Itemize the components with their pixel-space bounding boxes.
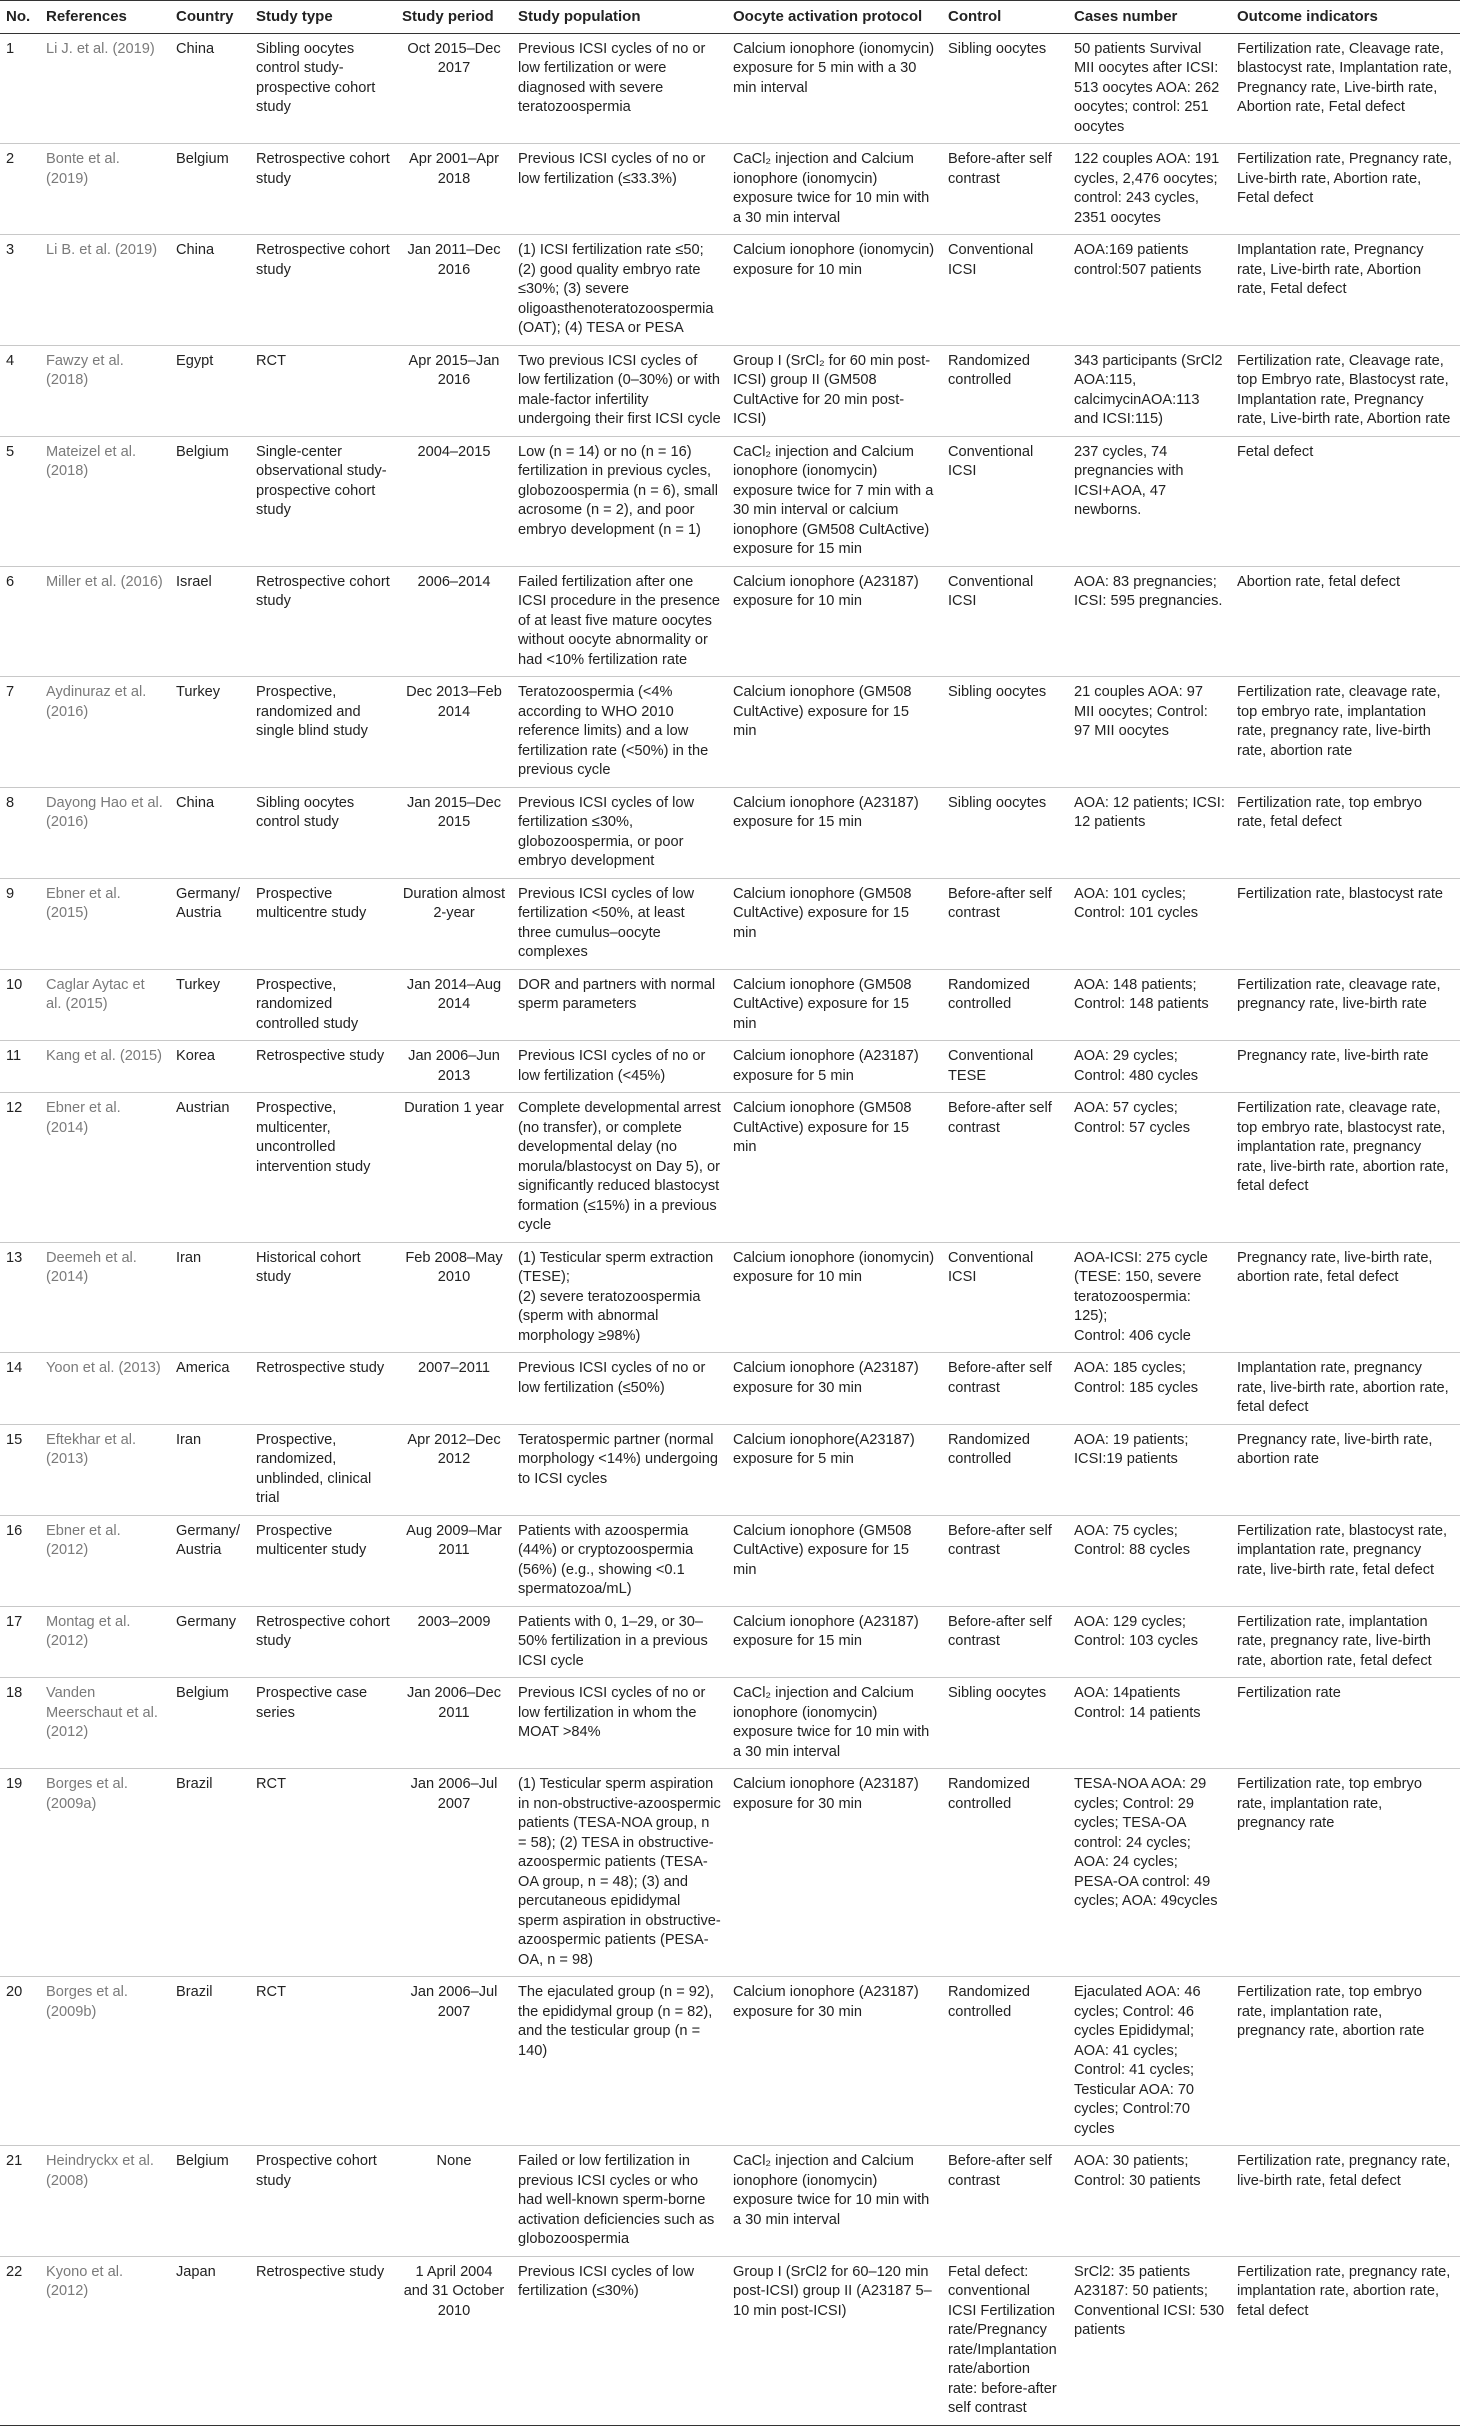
cell-study-period: 2004–2015 [396,436,512,566]
cell-activation-protocol: Calcium ionophore (A23187) exposure for 10 min [727,566,942,677]
cell-outcome-indicators: Fertilization rate, Cleavage rate, blastocyst rate, Implantation rate, Pregnancy rate, Live-birth rate, Abortion rate, Fetal defect [1231,33,1460,144]
cell-outcome-indicators: Fertilization rate, cleavage rate, pregnancy rate, live-birth rate [1231,969,1460,1041]
cell-reference: Montag et al. (2012) [40,1606,170,1678]
cell-activation-protocol: Calcium ionophore (ionomycin) exposure for 10 min [727,235,942,346]
cell-study-population: (1) ICSI fertilization rate ≤50; (2) good quality embryo rate ≤30%; (3) severe oligoasthenoteratozoospermia (OAT); (4) TESA or PESA [512,235,727,346]
cell-study-population: Previous ICSI cycles of no or low fertilization in whom the MOAT >84% [512,1678,727,1769]
cell-study-type: Retrospective study [250,1353,396,1425]
cell-outcome-indicators: Fertilization rate, cleavage rate, top embryo rate, blastocyst rate, implantation rate, pregnancy rate, live-birth rate, abortion rate, fetal defect [1231,1093,1460,1243]
cell-cases-number: AOA: 148 patients; Control: 148 patients [1068,969,1231,1041]
cell-reference: Dayong Hao et al. (2016) [40,787,170,878]
cell-country: Germany/ Austria [170,1515,250,1606]
cell-no: 22 [0,2256,40,2425]
cell-cases-number: SrCl2: 35 patients A23187: 50 patients; Conventional ICSI: 530 patients [1068,2256,1231,2425]
cell-reference: Kyono et al. (2012) [40,2256,170,2425]
cell-study-period: 2006–2014 [396,566,512,677]
cell-no: 12 [0,1093,40,1243]
cell-study-type: RCT [250,345,396,436]
cell-no: 1 [0,33,40,144]
cell-study-period: Feb 2008–May 2010 [396,1242,512,1353]
cell-country: Germany/ Austria [170,878,250,969]
cell-study-period: Oct 2015–Dec 2017 [396,33,512,144]
cell-cases-number: 21 couples AOA: 97 MII oocytes; Control: 97 MII oocytes [1068,677,1231,788]
cell-control: Sibling oocytes [942,33,1068,144]
table-row [0,1242,1460,1353]
cell-country: Japan [170,2256,250,2425]
cell-study-period: 2003–2009 [396,1606,512,1678]
cell-cases-number: 50 patients Survival MII oocytes after ICSI: 513 oocytes AOA: 262 oocytes; control: 251 oocytes [1068,33,1231,144]
cell-cases-number: AOA: 14patients Control: 14 patients [1068,1678,1231,1769]
cell-country: Brazil [170,1977,250,2146]
cell-study-population: Previous ICSI cycles of no or low fertilization (≤33.3%) [512,144,727,235]
cell-study-type: Prospective multicenter study [250,1515,396,1606]
cell-study-period: Jan 2011–Dec 2016 [396,235,512,346]
cell-outcome-indicators: Implantation rate, Pregnancy rate, Live-birth rate, Abortion rate, Fetal defect [1231,235,1460,346]
cell-study-period: Dec 2013–Feb 2014 [396,677,512,788]
cell-activation-protocol: Group I (SrCl2 for 60–120 min post-ICSI) group II (A23187 5–10 min post-ICSI) [727,2256,942,2425]
cell-reference: Li B. et al. (2019) [40,235,170,346]
cell-no: 8 [0,787,40,878]
cell-no: 18 [0,1678,40,1769]
cell-study-type: Retrospective cohort study [250,566,396,677]
cell-country: Turkey [170,969,250,1041]
cell-study-type: Prospective, multicenter, uncontrolled intervention study [250,1093,396,1243]
table-row [0,878,1460,969]
cell-study-type: Prospective cohort study [250,2146,396,2257]
cell-study-period: Jan 2015–Dec 2015 [396,787,512,878]
cell-outcome-indicators: Fertilization rate, blastocyst rate [1231,878,1460,969]
cell-activation-protocol: Calcium ionophore (GM508 CultActive) exposure for 15 min [727,969,942,1041]
cell-country: Korea [170,1041,250,1093]
cell-study-population: Previous ICSI cycles of low fertilization <50%, at least three cumulus–oocyte complexes [512,878,727,969]
header-oocyte-activation-protocol: Oocyte activation protocol [727,1,942,34]
cell-no: 20 [0,1977,40,2146]
table-row [0,33,1460,144]
table-row [0,144,1460,235]
cell-control: Before-after self contrast [942,878,1068,969]
cell-no: 4 [0,345,40,436]
cell-study-type: Retrospective cohort study [250,235,396,346]
table-row [0,787,1460,878]
table-row [0,1606,1460,1678]
cell-study-period: Jan 2006–Jul 2007 [396,1977,512,2146]
cell-study-population: Previous ICSI cycles of no or low fertilization (≤50%) [512,1353,727,1425]
table-row [0,1353,1460,1425]
cell-outcome-indicators: Fertilization rate, blastocyst rate, implantation rate, pregnancy rate, live-birth rate, fetal defect [1231,1515,1460,1606]
cell-country: Iran [170,1424,250,1515]
cell-control: Fetal defect: conventional ICSI Fertilization rate/Pregnancy rate/Implantation rate/abortion rate: before-after self contrast [942,2256,1068,2425]
cell-cases-number: AOA: 29 cycles; Control: 480 cycles [1068,1041,1231,1093]
cell-cases-number: AOA: 19 patients; ICSI:19 patients [1068,1424,1231,1515]
cell-study-period: Duration almost 2-year [396,878,512,969]
table-row [0,1678,1460,1769]
cell-cases-number: Ejaculated AOA: 46 cycles; Control: 46 cycles Epididymal; AOA: 41 cycles; Control: 41 cycles; Testicular AOA: 70 cycles; Control:70 cycles [1068,1977,1231,2146]
cell-study-type: Retrospective cohort study [250,144,396,235]
cell-study-population: Previous ICSI cycles of no or low fertilization or were diagnosed with severe teratozoospermia [512,33,727,144]
cell-reference: Caglar Aytac et al. (2015) [40,969,170,1041]
cell-no: 2 [0,144,40,235]
cell-outcome-indicators: Fertilization rate, Pregnancy rate, Live-birth rate, Abortion rate, Fetal defect [1231,144,1460,235]
cell-activation-protocol: Group I (SrCl₂ for 60 min post-ICSI) group II (GM508 CultActive for 20 min post-ICSI) [727,345,942,436]
table-row [0,1515,1460,1606]
cell-cases-number: 122 couples AOA: 191 cycles, 2,476 oocytes; control: 243 cycles, 2351 oocytes [1068,144,1231,235]
cell-country: Iran [170,1242,250,1353]
cell-control: Sibling oocytes [942,677,1068,788]
cell-cases-number: AOA: 83 pregnancies; ICSI: 595 pregnancies. [1068,566,1231,677]
header-study-period: Study period [396,1,512,34]
cell-outcome-indicators: Abortion rate, fetal defect [1231,566,1460,677]
table-row [0,677,1460,788]
cell-reference: Ebner et al. (2014) [40,1093,170,1243]
table-body [0,33,1460,2425]
cell-study-type: Prospective case series [250,1678,396,1769]
cell-no: 6 [0,566,40,677]
cell-reference: Fawzy et al. (2018) [40,345,170,436]
cell-activation-protocol: CaCl₂ injection and Calcium ionophore (ionomycin) exposure twice for 10 min with a 30 min interval [727,1678,942,1769]
cell-study-period: Apr 2001–Apr 2018 [396,144,512,235]
cell-control: Before-after self contrast [942,144,1068,235]
cell-reference: Yoon et al. (2013) [40,1353,170,1425]
cell-study-population: (1) Testicular sperm extraction (TESE); (2) severe teratozoospermia (sperm with abnormal morphology ≥98%) [512,1242,727,1353]
cell-reference: Li J. et al. (2019) [40,33,170,144]
header-control: Control [942,1,1068,34]
cell-study-type: Retrospective study [250,2256,396,2425]
cell-outcome-indicators: Fertilization rate [1231,1678,1460,1769]
cell-cases-number: 343 participants (SrCl2 AOA:115, calcimycinAOA:113 and ICSI:115) [1068,345,1231,436]
cell-country: Belgium [170,2146,250,2257]
cell-reference: Eftekhar et al. (2013) [40,1424,170,1515]
table-row [0,1424,1460,1515]
cell-activation-protocol: Calcium ionophore (A23187) exposure for 30 min [727,1977,942,2146]
cell-outcome-indicators: Fertilization rate, pregnancy rate, implantation rate, abortion rate, fetal defect [1231,2256,1460,2425]
cell-outcome-indicators: Fertilization rate, top embryo rate, implantation rate, pregnancy rate [1231,1769,1460,1977]
cell-outcome-indicators: Fertilization rate, Cleavage rate, top Embryo rate, Blastocyst rate, Implantation rate, Pregnancy rate, Live-birth rate, Abortion rate [1231,345,1460,436]
cell-country: Brazil [170,1769,250,1977]
header-row [0,1,1460,34]
cell-activation-protocol: Calcium ionophore (A23187) exposure for 30 min [727,1769,942,1977]
cell-outcome-indicators: Fetal defect [1231,436,1460,566]
cell-study-type: Prospective, randomized and single blind study [250,677,396,788]
cell-no: 7 [0,677,40,788]
cell-reference: Deemeh et al. (2014) [40,1242,170,1353]
cell-cases-number: AOA: 57 cycles; Control: 57 cycles [1068,1093,1231,1243]
cell-study-type: Retrospective study [250,1041,396,1093]
cell-study-period: Jan 2006–Dec 2011 [396,1678,512,1769]
cell-activation-protocol: Calcium ionophore (GM508 CultActive) exposure for 15 min [727,677,942,788]
header-references: References [40,1,170,34]
cell-country: Belgium [170,144,250,235]
cell-activation-protocol: CaCl₂ injection and Calcium ionophore (ionomycin) exposure twice for 10 min with a 30 min interval [727,144,942,235]
cell-study-type: Sibling oocytes control study [250,787,396,878]
cell-activation-protocol: CaCl₂ injection and Calcium ionophore (ionomycin) exposure twice for 7 min with a 30 min interval or calcium ionophore (GM508 CultActive) exposure for 15 min [727,436,942,566]
table-row [0,2256,1460,2425]
table-row [0,1769,1460,1977]
table-row [0,436,1460,566]
cell-cases-number: AOA: 30 patients; Control: 30 patients [1068,2146,1231,2257]
cell-study-population: Failed fertilization after one ICSI procedure in the presence of at least five mature oocytes without oocyte abnormality or had <10% fertilization rate [512,566,727,677]
cell-study-period: Jan 2006–Jun 2013 [396,1041,512,1093]
cell-outcome-indicators: Fertilization rate, implantation rate, pregnancy rate, live-birth rate, abortion rate, fetal defect [1231,1606,1460,1678]
cell-control: Randomized controlled [942,1977,1068,2146]
cell-control: Before-after self contrast [942,1093,1068,1243]
cell-country: Israel [170,566,250,677]
cell-activation-protocol: Calcium ionophore(A23187) exposure for 5 min [727,1424,942,1515]
cell-study-type: RCT [250,1977,396,2146]
cell-study-population: DOR and partners with normal sperm parameters [512,969,727,1041]
cell-reference: Miller et al. (2016) [40,566,170,677]
cell-outcome-indicators: Pregnancy rate, live-birth rate, abortion rate, fetal defect [1231,1242,1460,1353]
cell-study-period: Apr 2015–Jan 2016 [396,345,512,436]
header-no: No. [0,1,40,34]
cell-no: 17 [0,1606,40,1678]
cell-study-population: Failed or low fertilization in previous ICSI cycles or who had well-known sperm-borne activation deficiencies such as globozoospermia [512,2146,727,2257]
cell-control: Before-after self contrast [942,1353,1068,1425]
table-row [0,566,1460,677]
cell-activation-protocol: Calcium ionophore (A23187) exposure for 30 min [727,1353,942,1425]
cell-country: Egypt [170,345,250,436]
cell-study-period: Jan 2014–Aug 2014 [396,969,512,1041]
cell-country: China [170,235,250,346]
cell-cases-number: 237 cycles, 74 pregnancies with ICSI+AOA, 47 newborns. [1068,436,1231,566]
cell-outcome-indicators: Fertilization rate, pregnancy rate, live-birth rate, fetal defect [1231,2146,1460,2257]
cell-study-period: None [396,2146,512,2257]
cell-country: Germany [170,1606,250,1678]
table-row [0,2146,1460,2257]
cell-no: 16 [0,1515,40,1606]
table-row [0,345,1460,436]
header-country: Country [170,1,250,34]
cell-activation-protocol: Calcium ionophore (A23187) exposure for 15 min [727,787,942,878]
cell-control: Randomized controlled [942,1769,1068,1977]
cell-no: 11 [0,1041,40,1093]
cell-country: China [170,33,250,144]
header-outcome-indicators: Outcome indicators [1231,1,1460,34]
cell-reference: Borges et al. (2009a) [40,1769,170,1977]
cell-study-period: 2007–2011 [396,1353,512,1425]
table-row [0,1041,1460,1093]
cell-reference: Bonte et al. (2019) [40,144,170,235]
cell-reference: Ebner et al. (2015) [40,878,170,969]
cell-control: Conventional ICSI [942,1242,1068,1353]
cell-activation-protocol: Calcium ionophore (GM508 CultActive) exposure for 15 min [727,1515,942,1606]
cell-control: Conventional ICSI [942,235,1068,346]
cell-country: Turkey [170,677,250,788]
cell-study-type: Prospective, randomized, unblinded, clinical trial [250,1424,396,1515]
cell-outcome-indicators: Implantation rate, pregnancy rate, live-birth rate, abortion rate, fetal defect [1231,1353,1460,1425]
cell-cases-number: AOA: 75 cycles; Control: 88 cycles [1068,1515,1231,1606]
cell-activation-protocol: Calcium ionophore (ionomycin) exposure for 10 min [727,1242,942,1353]
cell-country: Austrian [170,1093,250,1243]
cell-cases-number: AOA: 101 cycles; Control: 101 cycles [1068,878,1231,969]
header-study-population: Study population [512,1,727,34]
cell-study-type: Retrospective cohort study [250,1606,396,1678]
cell-study-period: 1 April 2004 and 31 October 2010 [396,2256,512,2425]
cell-control: Randomized controlled [942,969,1068,1041]
cell-study-population: Teratospermic partner (normal morphology <14%) undergoing to ICSI cycles [512,1424,727,1515]
cell-control: Before-after self contrast [942,2146,1068,2257]
header-study-type: Study type [250,1,396,34]
cell-study-period: Jan 2006–Jul 2007 [396,1769,512,1977]
cell-country: China [170,787,250,878]
cell-no: 14 [0,1353,40,1425]
cell-study-population: Previous ICSI cycles of no or low fertilization (<45%) [512,1041,727,1093]
cell-control: Before-after self contrast [942,1515,1068,1606]
cell-study-population: Patients with 0, 1–29, or 30–50% fertilization in a previous ICSI cycle [512,1606,727,1678]
cell-study-type: Prospective, randomized controlled study [250,969,396,1041]
cell-outcome-indicators: Fertilization rate, top embryo rate, implantation rate, pregnancy rate, abortion rate [1231,1977,1460,2146]
cell-cases-number: AOA: 12 patients; ICSI: 12 patients [1068,787,1231,878]
cell-study-type: RCT [250,1769,396,1977]
cell-no: 13 [0,1242,40,1353]
cell-control: Randomized controlled [942,1424,1068,1515]
cell-no: 19 [0,1769,40,1977]
cell-control: Randomized controlled [942,345,1068,436]
cell-study-period: Apr 2012–Dec 2012 [396,1424,512,1515]
header-cases-number: Cases number [1068,1,1231,34]
cell-control: Conventional ICSI [942,566,1068,677]
cell-outcome-indicators: Fertilization rate, top embryo rate, fetal defect [1231,787,1460,878]
cell-study-population: Previous ICSI cycles of low fertilization (≤30%) [512,2256,727,2425]
cell-no: 5 [0,436,40,566]
table-row [0,235,1460,346]
cell-cases-number: AOA-ICSI: 275 cycle (TESE: 150, severe teratozoospermia: 125); Control: 406 cycle [1068,1242,1231,1353]
cell-no: 10 [0,969,40,1041]
cell-reference: Mateizel et al. (2018) [40,436,170,566]
cell-no: 15 [0,1424,40,1515]
cell-study-population: (1) Testicular sperm aspiration in non-obstructive-azoospermic patients (TESA-NOA group, n = 58); (2) TESA in obstructive-azoospermic patients (TESA-OA group, n = 48); (3) and percutaneous epididymal sperm aspiration in obstructive-azoospermic patients (PESA-OA, n = 98) [512,1769,727,1977]
cell-activation-protocol: Calcium ionophore (GM508 CultActive) exposure for 15 min [727,878,942,969]
cell-reference: Borges et al. (2009b) [40,1977,170,2146]
cell-outcome-indicators: Fertilization rate, cleavage rate, top embryo rate, implantation rate, pregnancy rate, live-birth rate, abortion rate [1231,677,1460,788]
cell-country: Belgium [170,1678,250,1769]
cell-study-population: Low (n = 14) or no (n = 16) fertilization in previous cycles, globozoospermia (n = 6), small acrosome (n = 2), and poor embryo development (n = 1) [512,436,727,566]
cell-study-population: Teratozoospermia (<4% according to WHO 2010 reference limits) and a low fertilization rate (<50%) in the previous cycle [512,677,727,788]
cell-cases-number: AOA:169 patients control:507 patients [1068,235,1231,346]
table-row [0,1093,1460,1243]
cell-control: Before-after self contrast [942,1606,1068,1678]
cell-study-population: Complete developmental arrest (no transfer), or complete developmental delay (no morula/blastocyst on Day 5), or significantly reduced blastocyst formation (≤15%) in a previous cycle [512,1093,727,1243]
cell-control: Conventional TESE [942,1041,1068,1093]
table-row [0,969,1460,1041]
cell-reference: Kang et al. (2015) [40,1041,170,1093]
cell-study-population: Two previous ICSI cycles of low fertilization (0–30%) or with male-factor infertility undergoing their first ICSI cycle [512,345,727,436]
cell-no: 21 [0,2146,40,2257]
cell-control: Conventional ICSI [942,436,1068,566]
cell-reference: Vanden Meerschaut et al. (2012) [40,1678,170,1769]
cell-study-period: Duration 1 year [396,1093,512,1243]
cell-outcome-indicators: Pregnancy rate, live-birth rate, abortion rate [1231,1424,1460,1515]
cell-study-type: Historical cohort study [250,1242,396,1353]
cell-activation-protocol: CaCl₂ injection and Calcium ionophore (ionomycin) exposure twice for 10 min with a 30 min interval [727,2146,942,2257]
cell-study-type: Single-center observational study- prospective cohort study [250,436,396,566]
table-header [0,1,1460,34]
cell-control: Sibling oocytes [942,787,1068,878]
cell-study-population: The ejaculated group (n = 92), the epididymal group (n = 82), and the testicular group (n = 140) [512,1977,727,2146]
cell-activation-protocol: Calcium ionophore (ionomycin) exposure for 5 min with a 30 min interval [727,33,942,144]
cell-no: 3 [0,235,40,346]
cell-reference: Heindryckx et al. (2008) [40,2146,170,2257]
cell-study-type: Prospective multicentre study [250,878,396,969]
cell-study-population: Patients with azoospermia (44%) or cryptozoospermia (56%) (e.g., showing <0.1 spermatozoa/mL) [512,1515,727,1606]
cell-study-population: Previous ICSI cycles of low fertilization ≤30%, globozoospermia, or poor embryo development [512,787,727,878]
cell-no: 9 [0,878,40,969]
cell-outcome-indicators: Pregnancy rate, live-birth rate [1231,1041,1460,1093]
cell-reference: Aydinuraz et al. (2016) [40,677,170,788]
cell-country: America [170,1353,250,1425]
cell-study-type: Sibling oocytes control study-prospective cohort study [250,33,396,144]
cell-cases-number: AOA: 185 cycles; Control: 185 cycles [1068,1353,1231,1425]
cell-cases-number: TESA-NOA AOA: 29 cycles; Control: 29 cycles; TESA-OA control: 24 cycles; AOA: 24 cycles; PESA-OA control: 49 cycles; AOA: 49cycles [1068,1769,1231,1977]
cell-cases-number: AOA: 129 cycles; Control: 103 cycles [1068,1606,1231,1678]
cell-reference: Ebner et al. (2012) [40,1515,170,1606]
cell-control: Sibling oocytes [942,1678,1068,1769]
cell-activation-protocol: Calcium ionophore (GM508 CultActive) exposure for 15 min [727,1093,942,1243]
cell-activation-protocol: Calcium ionophore (A23187) exposure for 5 min [727,1041,942,1093]
cell-country: Belgium [170,436,250,566]
cell-activation-protocol: Calcium ionophore (A23187) exposure for 15 min [727,1606,942,1678]
cell-study-period: Aug 2009–Mar 2011 [396,1515,512,1606]
table-row [0,1977,1460,2146]
